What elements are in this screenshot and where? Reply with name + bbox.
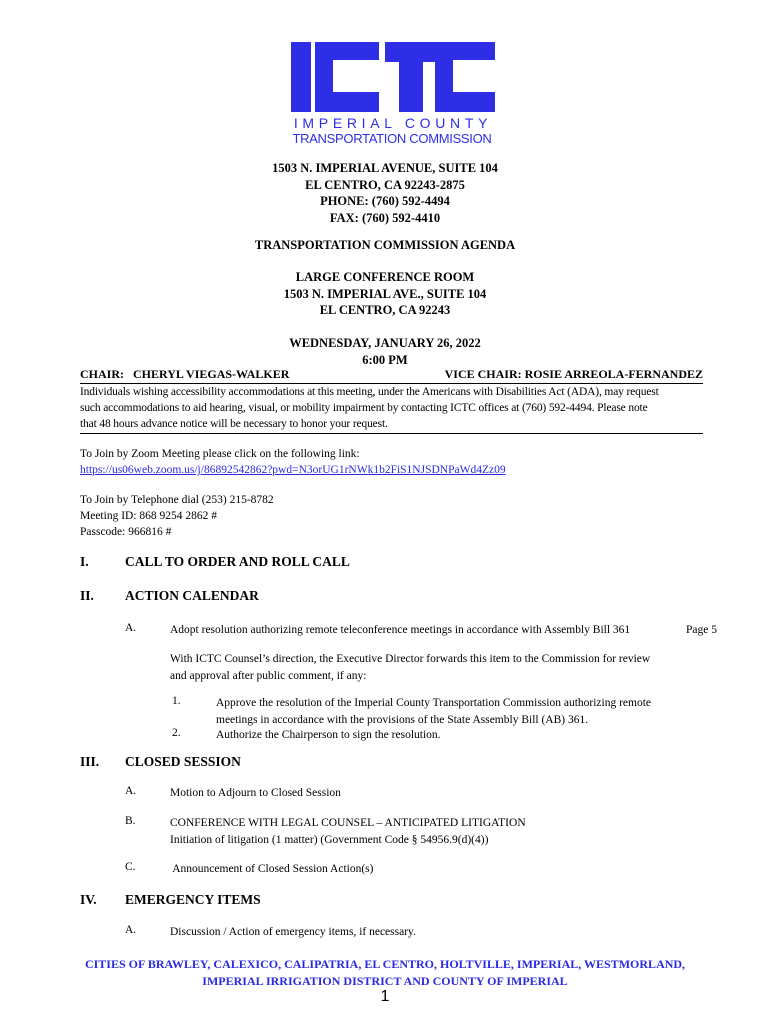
section-2-item-text: Adopt resolution authorizing remote teleconference meetings in accordance with Assembly Bill 361 <box>170 624 631 636</box>
vice-chair-label: VICE CHAIR: ROSIE ARREOLA-FERNANDEZ <box>444 367 703 381</box>
subitem-1-line-2: meetings in accordance with the provisions of the State Assembly Bill (AB) 361. <box>216 713 589 726</box>
location-block <box>0 269 770 319</box>
ictc-logo <box>285 38 497 116</box>
section-2-title: ACTION CALENDAR <box>125 588 259 603</box>
section-2-item-letter: A. <box>125 622 137 634</box>
ada-notice <box>80 384 706 433</box>
section-4-title: EMERGENCY ITEMS <box>125 892 261 907</box>
zoom-link[interactable]: https://us06web.zoom.us/j/86892542862?pwd=N3orUG1rNWk1b2FiS1NJSDNPaWd4Zz09 <box>80 464 506 476</box>
officers-row <box>80 367 703 382</box>
logo-subtitle-county: IMPERIAL COUNTY <box>293 115 493 131</box>
section-3-b-letter: B. <box>125 815 136 827</box>
section-1-number: I. <box>80 554 89 569</box>
section-2-desc-line-1: With ICTC Counsel’s direction, the Executive Director forwards this item to the Commission for review <box>170 653 651 665</box>
meeting-date: WEDNESDAY, JANUARY 26, 2022 <box>289 336 481 350</box>
page-number: 1 <box>380 988 390 1005</box>
meeting-id: Meeting ID: 868 9254 2862 # <box>80 510 218 522</box>
phone-dial-info: To Join by Telephone dial (253) 215-8782 <box>80 494 274 506</box>
subitem-2-number: 2. <box>172 727 181 739</box>
ada-notice-line-3: that 48 hours advance notice will be necessary to honor your request. <box>80 418 388 431</box>
section-2-number: II. <box>80 588 94 603</box>
page-reference: Page 5 <box>686 624 717 636</box>
section-4-a-text: Discussion / Action of emergency items, if necessary. <box>170 926 416 938</box>
footer-line-2: IMPERIAL IRRIGATION DISTRICT AND COUNTY OF IMPERIAL <box>202 973 568 988</box>
address-line-1: 1503 N. IMPERIAL AVENUE, SUITE 104 <box>272 161 498 175</box>
section-3-a-letter: A. <box>125 785 137 797</box>
phone-line: PHONE: (760) 592-4494 <box>320 194 450 208</box>
address-block <box>0 160 770 226</box>
section-3-number: III. <box>80 754 100 769</box>
subitem-1-line-1: Approve the resolution of the Imperial County Transportation Commission authorizing remote <box>216 697 652 709</box>
passcode: Passcode: 966816 # <box>80 526 172 538</box>
section-4-a-letter: A. <box>125 924 137 936</box>
meeting-time: 6:00 PM <box>362 352 408 367</box>
ada-notice-line-2: such accommodations to aid hearing, visual, or mobility impairment by contacting ICTC offices at (760) 592-4494. Please note <box>80 402 648 415</box>
ada-notice-line-1: Individuals wishing accessibility accommodations at this meeting, under the Americans with Disabilities Act (ADA), may request <box>80 386 659 398</box>
location-line-3: EL CENTRO, CA 92243 <box>319 303 451 317</box>
section-3-title: CLOSED SESSION <box>125 754 241 769</box>
chair-label: CHAIR: CHERYL VIEGAS-WALKER <box>80 367 290 381</box>
logo-subtitle-commission: TRANSPORTATION COMMISSION <box>292 131 492 146</box>
ictc-logo-mark <box>285 38 497 116</box>
fax-line: FAX: (760) 592-4410 <box>329 210 441 225</box>
section-2-description <box>170 651 650 684</box>
subitem-2-text: Authorize the Chairperson to sign the resolution. <box>216 729 441 741</box>
section-3-c-letter: C. <box>125 861 136 873</box>
section-2-desc-line-2: and approval after public comment, if any: <box>170 669 367 682</box>
location-line-1: LARGE CONFERENCE ROOM <box>295 270 475 284</box>
section-3-b-line-2: Initiation of litigation (1 matter) (Government Code § 54956.9(d)(4)) <box>170 833 489 846</box>
section-4-number: IV. <box>80 892 97 907</box>
section-3-b-text <box>170 815 526 848</box>
zoom-intro: To Join by Zoom Meeting please click on the following link: <box>80 448 360 460</box>
footer-member-agencies <box>0 956 770 989</box>
section-3-a-text: Motion to Adjourn to Closed Session <box>170 787 341 799</box>
footer-line-1: CITIES OF BRAWLEY, CALEXICO, CALIPATRIA, EL CENTRO, HOLTVILLE, IMPERIAL, WESTMORLAND, <box>84 957 686 971</box>
meeting-datetime <box>0 335 770 368</box>
section-3-c-text: Announcement of Closed Session Action(s) <box>170 863 374 875</box>
address-line-2: EL CENTRO, CA 92243-2875 <box>305 177 465 192</box>
divider-bottom <box>80 433 703 434</box>
location-line-2: 1503 N. IMPERIAL AVE., SUITE 104 <box>283 286 487 301</box>
section-1-title: CALL TO ORDER AND ROLL CALL <box>125 554 350 569</box>
subitem-1-number: 1. <box>172 695 181 707</box>
subitem-1-text <box>216 695 651 728</box>
agenda-title: TRANSPORTATION COMMISSION AGENDA <box>254 238 516 252</box>
section-3-b-line-1: CONFERENCE WITH LEGAL COUNSEL – ANTICIPATED LITIGATION <box>170 817 526 829</box>
